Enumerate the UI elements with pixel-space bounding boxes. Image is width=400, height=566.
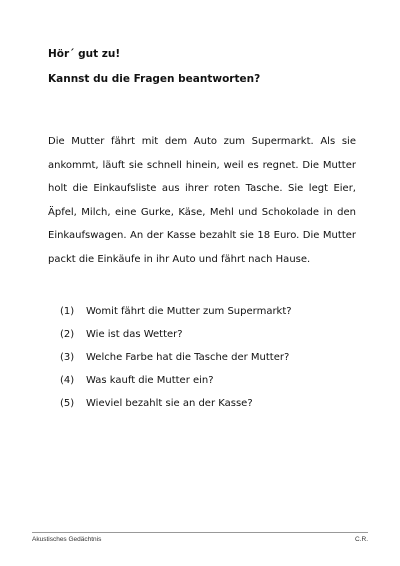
story-line: ankommt, läuft sie schnell hinein, weil es regnet. Die Mutter bbox=[48, 159, 356, 171]
story-line: Die Mutter fährt mit dem Auto zum Supermarkt. Als sie bbox=[48, 136, 356, 147]
story-line: Äpfel, Milch, eine Gurke, Käse, Mehl und Schokolade in den bbox=[48, 206, 356, 218]
question-item bbox=[60, 346, 292, 369]
story-line: packt die Einkäufe in ihr Auto und fährt nach Hause. bbox=[48, 253, 311, 265]
question-text: Welche Farbe hat die Tasche der Mutter? bbox=[86, 352, 290, 363]
question-number: (5) bbox=[60, 398, 75, 409]
question-number: (4) bbox=[60, 375, 75, 386]
question-text: Wieviel bezahlt sie an der Kasse? bbox=[86, 398, 253, 409]
question-item bbox=[60, 323, 292, 346]
story-paragraph bbox=[48, 130, 356, 271]
question-text: Was kauft die Mutter ein? bbox=[86, 375, 214, 386]
question-item bbox=[60, 369, 292, 392]
question-text: Wie ist das Wetter? bbox=[86, 329, 183, 340]
question-list bbox=[60, 300, 292, 415]
question-item bbox=[60, 392, 292, 415]
footer-right-text: C.R. bbox=[355, 536, 368, 543]
question-text: Womit fährt die Mutter zum Supermarkt? bbox=[86, 306, 292, 317]
footer-divider bbox=[32, 532, 368, 533]
question-number: (2) bbox=[60, 329, 75, 340]
footer-left-text: Akustisches Gedächtnis bbox=[32, 536, 102, 543]
heading-title: Hör´ gut zu! bbox=[48, 48, 121, 60]
story-line: holt die Einkaufsliste aus ihrer roten Tasche. Sie legt Eier, bbox=[48, 183, 356, 194]
heading-subtitle: Kannst du die Fragen beantworten? bbox=[48, 73, 261, 85]
question-item bbox=[60, 300, 292, 323]
question-number: (1) bbox=[60, 306, 75, 317]
question-number: (3) bbox=[60, 352, 75, 363]
story-line: Einkaufswagen. An der Kasse bezahlt sie 18 Euro. Die Mutter bbox=[48, 230, 356, 241]
